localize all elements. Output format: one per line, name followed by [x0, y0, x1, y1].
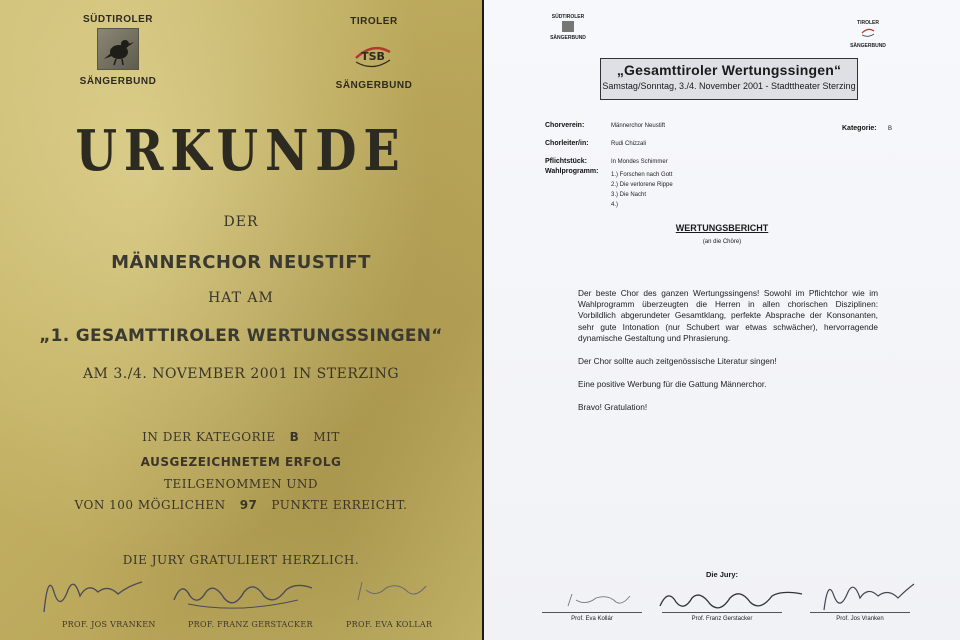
report-signatory-kollar: Prof. Eva Kollár [571, 616, 613, 622]
wahl-label: Wahlprogramm: [545, 168, 599, 175]
category-suffix: MIT [313, 430, 340, 444]
report-logo-right [861, 26, 875, 38]
points-line [0, 498, 482, 512]
category-value: B [289, 430, 300, 444]
kategorie-value: B [888, 126, 893, 132]
report-paragraph: Bravo! Gratulation! [578, 402, 648, 413]
chorleiter-label: Chorleiter/in: [545, 140, 589, 147]
signature-line [542, 612, 642, 613]
chorverein-label: Chorverein: [545, 122, 585, 129]
signature-vranken [38, 562, 148, 620]
org-left-top: SÜDTIROLER [83, 14, 153, 25]
points-suffix: PUNKTE ERREICHT. [271, 498, 408, 512]
evaluation-report [484, 0, 960, 640]
choir-name: MÄNNERCHOR NEUSTIFT [111, 252, 371, 273]
success-line: AUSGEZEICHNETEM ERFOLG [140, 455, 342, 469]
report-text [578, 288, 878, 426]
list-item: 4.) [611, 202, 619, 208]
chorleiter-value: Rudi Chizzali [611, 141, 647, 147]
tiroler-saengerbund-logo [350, 38, 396, 72]
pflicht-label: Pflichtstück: [545, 158, 588, 165]
report-signature-kollar [564, 588, 634, 612]
tsb-logo-text: TSB [361, 50, 385, 63]
jury-line: DIE JURY GRATULIERT HERZLICH. [122, 553, 360, 567]
org-right-top: TIROLER [350, 16, 398, 27]
report-paragraph: Der beste Chor des ganzen Wertungssingens! Sowohl im Pflichtchor wie im Wahlprogramm überzeugten die Herren in allen chorischen Disziplinen: Vorbildlich abgerundeter Gesamtklang, perfekte Absprache der Konsonanten, sehr gute Intonation (nur Schubert war etwas schwächer), hervorragende dynamische Gestaltung und Phrasierung. [578, 288, 878, 343]
event-name: „1. GESAMTTIROLER WERTUNGSSINGEN“ [39, 326, 443, 346]
wahl-list [611, 170, 673, 210]
certificate-title: URKUNDE [75, 118, 407, 184]
signature-line [662, 612, 782, 613]
pflicht-value: In Mondes Schimmer [611, 159, 668, 165]
signatory-gerstacker: PROF. FRANZ GERSTACKER [188, 620, 313, 629]
org-left-bottom: SÄNGERBUND [79, 76, 157, 87]
report-org-right-bottom: SÄNGERBUND [850, 43, 886, 49]
line-der: DER [223, 214, 259, 230]
list-item: 1.) Forschen nach Gott [611, 172, 673, 178]
report-signatory-gerstacker: Prof. Franz Gerstacker [691, 616, 753, 622]
suedtiroler-saengerbund-logo [97, 28, 139, 70]
kategorie-label: Kategorie: [842, 125, 877, 132]
banner-title: „Gesamttiroler Wertungssingen“ [616, 62, 842, 78]
report-org-left-top: SÜDTIROLER [551, 14, 585, 20]
points-value: 97 [239, 498, 258, 512]
org-right-bottom: SÄNGERBUND [335, 80, 413, 91]
report-jury-label: Die Jury: [705, 570, 739, 579]
report-signature-vranken [818, 570, 918, 616]
participated-line: TEILGENOMMEN UND [163, 477, 319, 491]
signatory-vranken: PROF. JOS VRANKEN [62, 620, 156, 629]
signature-line [810, 612, 910, 613]
list-item: 3.) Die Nacht [611, 192, 647, 198]
signature-gerstacker [168, 570, 318, 618]
report-paragraph: Eine positive Werbung für die Gattung Männerchor. [578, 379, 767, 390]
report-signatory-vranken: Prof. Jos Vranken [836, 616, 884, 622]
date-line: AM 3./4. NOVEMBER 2001 IN STERZING [82, 366, 400, 382]
chorverein-value: Männerchor Neustift [611, 123, 666, 129]
report-org-right-top: TIROLER [857, 20, 879, 26]
category-prefix: IN DER KATEGORIE [142, 430, 276, 444]
signatory-kollar: PROF. EVA KOLLAR [346, 620, 433, 629]
points-prefix: VON 100 MÖGLICHEN [74, 498, 226, 512]
category-line [0, 430, 482, 444]
banner-subtitle: Samstag/Sonntag, 3./4. November 2001 - Stadttheater Sterzing [602, 81, 856, 91]
signature-kollar [352, 572, 432, 608]
list-item: 2.) Die verlorene Rippe [611, 182, 673, 188]
report-section-subtitle: (an die Chöre) [702, 239, 742, 245]
event-banner [600, 58, 858, 100]
report-section-title: WERTUNGSBERICHT [675, 223, 769, 233]
report-paragraph: Der Chor sollte auch zeitgenössische Literatur singen! [578, 356, 777, 367]
report-logo-left [562, 21, 574, 32]
report-org-left-bottom: SÄNGERBUND [550, 35, 586, 41]
line-hat-am: HAT AM [208, 290, 274, 306]
